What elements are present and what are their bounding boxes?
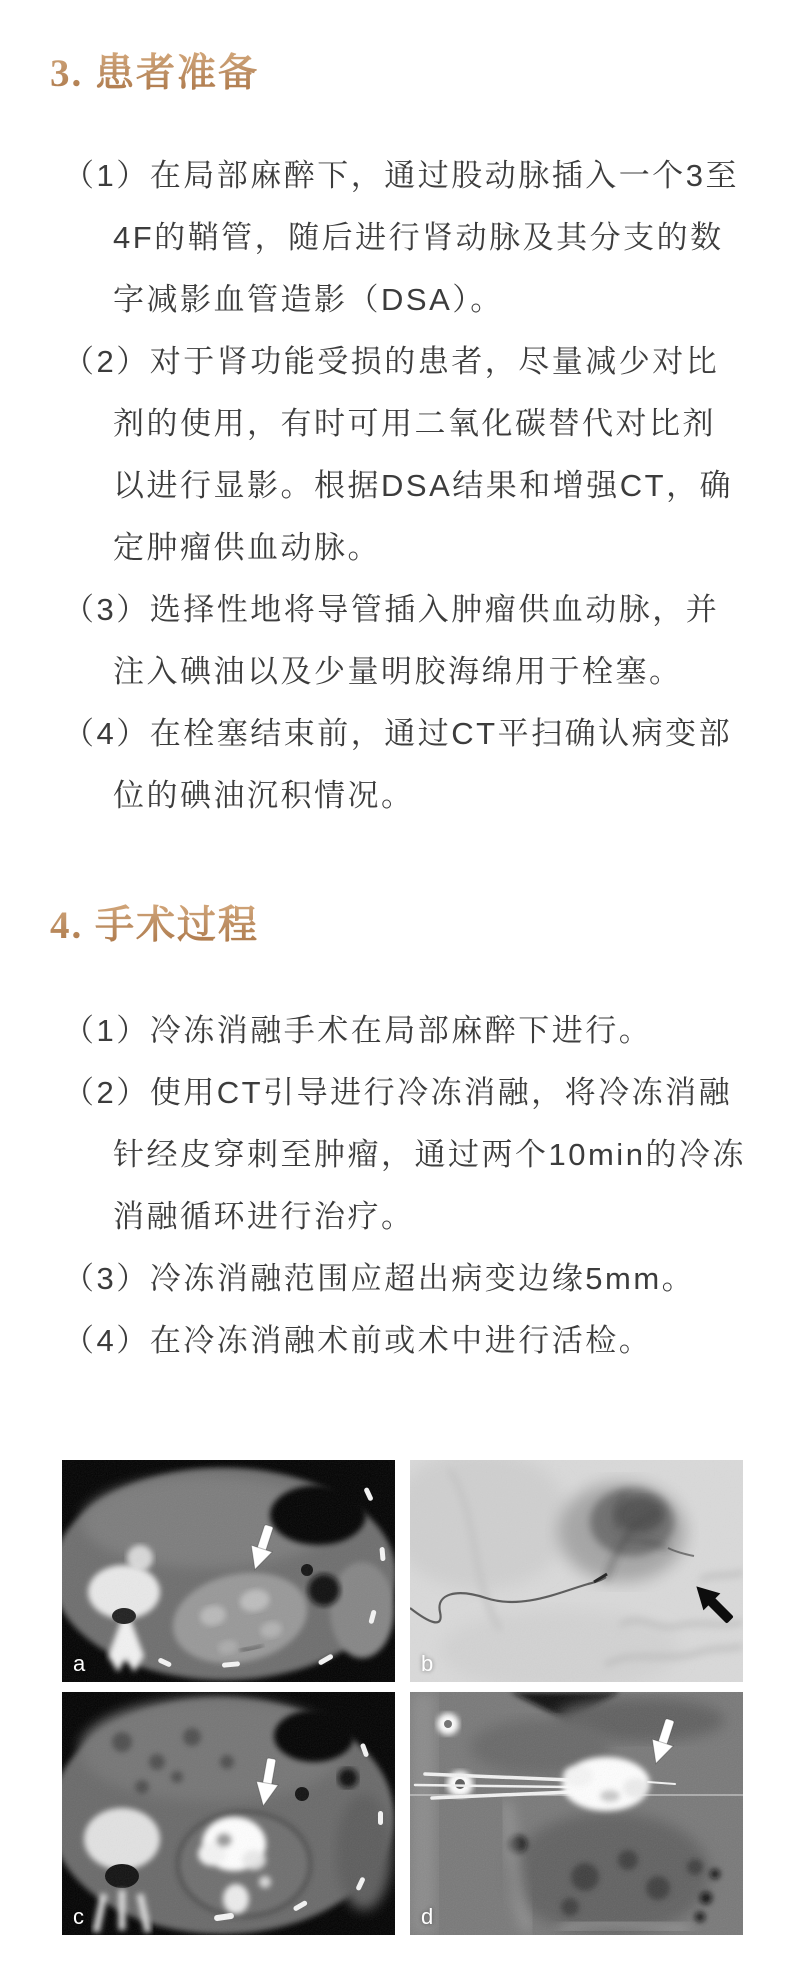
list-item [63, 1248, 749, 1310]
item-number: （1） [63, 158, 150, 193]
ct-axial-contrast-image [62, 1460, 395, 1682]
figure-a-label: a [73, 1651, 86, 1676]
item-text: 使用CT引导进行冷冻消融，将冷冻消融针经皮穿刺至肿瘤，通过两个10min的冷冻消融循环进行治疗。 [113, 1075, 746, 1234]
list-item [63, 145, 749, 331]
item-text: 对于肾功能受损的患者，尽量减少对比剂的使用，有时可用二氧化碳替代对比剂以进行显影。根据DSA结果和增强CT，确定肿瘤供血动脉。 [113, 344, 734, 565]
item-number: （1） [63, 1013, 150, 1048]
item-text: 冷冻消融手术在局部麻醉下进行。 [149, 1013, 653, 1048]
list-item [63, 331, 749, 579]
figure-d-label: d [421, 1904, 434, 1929]
figure-grid [62, 1460, 744, 1935]
list-item [63, 1310, 749, 1372]
figure-b-label: b [421, 1651, 434, 1676]
item-text: 在局部麻醉下，通过股动脉插入一个3至4F的鞘管，随后进行肾动脉及其分支的数字减影血管造影（DSA）。 [113, 158, 739, 317]
list-item [63, 579, 749, 703]
list-item [63, 1062, 749, 1248]
item-text: 在冷冻消融术前或术中进行活检。 [149, 1323, 653, 1358]
item-text: 选择性地将导管插入肿瘤供血动脉，并注入碘油以及少量明胶海绵用于栓塞。 [113, 592, 720, 689]
section-3-title: 3. 患者准备 [50, 42, 259, 98]
figure-b [410, 1460, 743, 1682]
item-number: （2） [63, 344, 150, 379]
ct-cryoablation-needles-image [410, 1692, 743, 1935]
list-item [63, 703, 749, 827]
section-4-title: 4. 手术过程 [50, 894, 259, 950]
item-text: 冷冻消融范围应超出病变边缘5mm。 [149, 1261, 696, 1296]
item-text: 在栓塞结束前，通过CT平扫确认病变部位的碘油沉积情况。 [113, 716, 733, 813]
item-number: （3） [63, 1261, 150, 1296]
figure-d [410, 1692, 743, 1935]
item-number: （4） [63, 1323, 150, 1358]
list-item [63, 1000, 749, 1062]
item-number: （2） [63, 1075, 150, 1110]
dsa-angiogram-image [410, 1460, 743, 1682]
figure-a [62, 1460, 395, 1682]
section-4-list [63, 1000, 749, 1372]
item-number: （4） [63, 716, 150, 751]
section-3-list [63, 145, 749, 827]
figure-c-label: c [73, 1904, 84, 1929]
ct-axial-lipiodol-image [62, 1692, 395, 1935]
item-number: （3） [63, 592, 150, 627]
figure-c [62, 1692, 395, 1935]
